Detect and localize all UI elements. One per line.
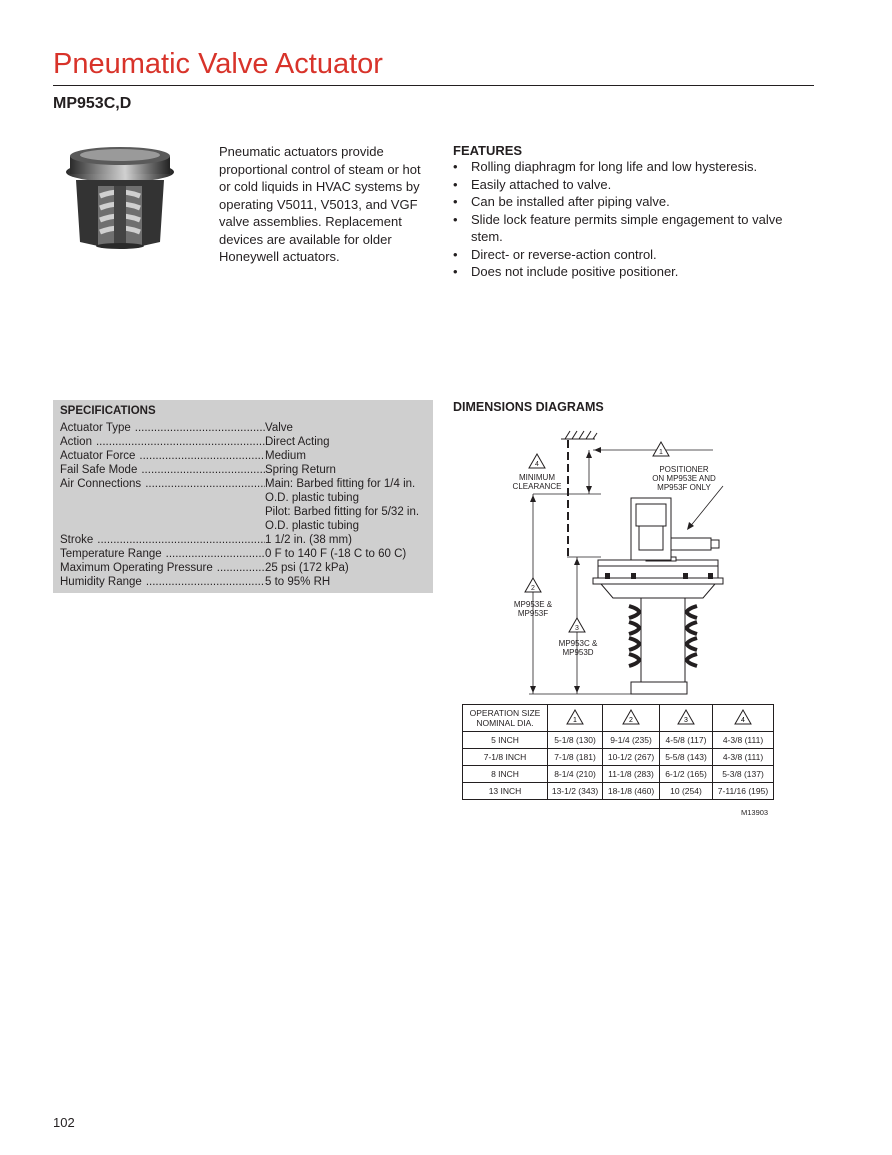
list-item: • Slide lock feature permits simple engagement to valve stem. (453, 211, 783, 244)
table-header (660, 705, 713, 732)
spec-label: Maximum Operating Pressure (60, 562, 213, 574)
callout-label: MP953C & (558, 639, 598, 648)
table-cell: 4-3/8 (111) (713, 749, 774, 766)
spec-label: Fail Safe Mode (60, 464, 138, 476)
table-cell: 7-11/16 (195) (713, 783, 774, 800)
spec-label: Stroke (60, 534, 94, 546)
callout-label: MP953F ONLY (657, 483, 711, 492)
callout-label: MP953D (562, 648, 594, 657)
dimensions-heading: DIMENSIONS DIAGRAMS (453, 400, 604, 414)
title-divider (53, 85, 814, 86)
spec-value: Valve (265, 422, 293, 434)
spec-value: Pilot: Barbed fitting for 5/32 in. (265, 506, 420, 518)
specifications-box (53, 400, 433, 593)
table-cell: 10 (254) (660, 783, 713, 800)
table-cell: 5-3/8 (137) (713, 766, 774, 783)
features-list (453, 158, 813, 281)
table-cell: 8-1/4 (210) (548, 766, 603, 783)
spec-row (60, 435, 426, 449)
callout-label: MP953F (517, 609, 549, 618)
table-row (463, 749, 774, 766)
spec-row (60, 575, 426, 589)
table-cell: 13 INCH (463, 783, 548, 800)
svg-text:3: 3 (684, 717, 688, 724)
callout-label: ON MP953E AND (652, 474, 716, 483)
table-cell: 5 INCH (463, 732, 548, 749)
callout-number: 2 (531, 585, 535, 592)
table-cell: 5-5/8 (143) (660, 749, 713, 766)
features-section (453, 143, 813, 281)
table-row (463, 732, 774, 749)
spec-value: Medium (265, 450, 306, 462)
spec-label: Action (60, 436, 92, 448)
spec-label: Humidity Range (60, 576, 142, 588)
list-item: • Easily attached to valve. (453, 176, 612, 192)
features-heading: FEATURES (453, 143, 523, 158)
spec-row (60, 421, 426, 435)
spec-value: 5 to 95% RH (265, 576, 331, 588)
table-row (463, 766, 774, 783)
table-cell: 8 INCH (463, 766, 548, 783)
table-header (603, 705, 660, 732)
table-header: OPERATION SIZE NOMINAL DIA. (463, 705, 548, 732)
list-item: • Rolling diaphragm for long life and low hysteresis. (453, 159, 758, 174)
intro-paragraph: Pneumatic actuators provide proportional control of steam or hot or cold liquids in HVAC systems by operating V5011, V5013, and VGF valve assemblies. Replacement devices are available for older Honeywell actuators. (219, 144, 421, 264)
table-row (463, 783, 774, 800)
spec-value: 1 1/2 in. (38 mm) (265, 534, 352, 546)
table-cell: 18-1/8 (460) (603, 783, 660, 800)
spec-label: Temperature Range (60, 548, 162, 560)
spec-row (60, 533, 426, 547)
spec-row (60, 561, 426, 575)
table-cell: 13-1/2 (343) (548, 783, 603, 800)
callout-number: 3 (575, 625, 579, 632)
spec-label: Air Connections (60, 478, 142, 490)
table-header (713, 705, 774, 732)
spec-label: Actuator Type (60, 422, 131, 434)
spec-value: Spring Return (265, 464, 336, 476)
table-cell: 7-1/8 INCH (463, 749, 548, 766)
spec-value: O.D. plastic tubing (265, 520, 359, 532)
specifications-heading: SPECIFICATIONS (60, 405, 156, 417)
list-item: • Direct- or reverse-action control. (453, 246, 657, 262)
list-item: • Does not include positive positioner. (453, 264, 679, 279)
table-cell: 6-1/2 (165) (660, 766, 713, 783)
page-number: 102 (53, 1115, 75, 1130)
table-header (548, 705, 603, 732)
callout-label: MP953E & (513, 600, 553, 609)
actuator-photo (62, 142, 178, 250)
callout-number: 4 (535, 461, 539, 468)
list-item: • Can be installed after piping valve. (453, 194, 670, 209)
table-header-row (463, 705, 774, 732)
svg-text:1: 1 (573, 717, 577, 724)
figure-code: M13903 (741, 808, 769, 817)
dimensions-diagram (453, 420, 783, 710)
callout-label: MINIMUM (519, 473, 555, 482)
table-cell: 10-1/2 (267) (603, 749, 660, 766)
spec-value: 25 psi (172 kPa) (265, 562, 349, 574)
table-cell: 7-1/8 (181) (548, 749, 603, 766)
callout-label: CLEARANCE (512, 482, 562, 491)
spec-row (60, 449, 426, 463)
table-cell: 5-1/8 (130) (548, 732, 603, 749)
table-cell: 4-3/8 (111) (713, 732, 774, 749)
spec-row (60, 463, 426, 477)
svg-text:4: 4 (741, 717, 745, 724)
spec-row (60, 547, 426, 561)
callout-number: 1 (659, 449, 663, 456)
spec-value: 0 F to 140 F (-18 C to 60 C) (265, 548, 407, 560)
spec-value: Direct Acting (265, 436, 330, 448)
spec-value: Main: Barbed fitting for 1/4 in. (265, 478, 416, 490)
table-cell: 9-1/4 (235) (603, 732, 660, 749)
spec-row (60, 477, 426, 533)
table-cell: 4-5/8 (117) (660, 732, 713, 749)
model-number: MP953C,D (53, 95, 132, 112)
page-title: Pneumatic Valve Actuator (53, 48, 383, 80)
svg-text:2: 2 (629, 717, 633, 724)
spec-label: Actuator Force (60, 450, 136, 462)
spec-value: O.D. plastic tubing (265, 492, 359, 504)
table-cell: 11-1/8 (283) (603, 766, 660, 783)
dimensions-table (462, 704, 774, 800)
callout-label: POSITIONER (659, 465, 709, 474)
